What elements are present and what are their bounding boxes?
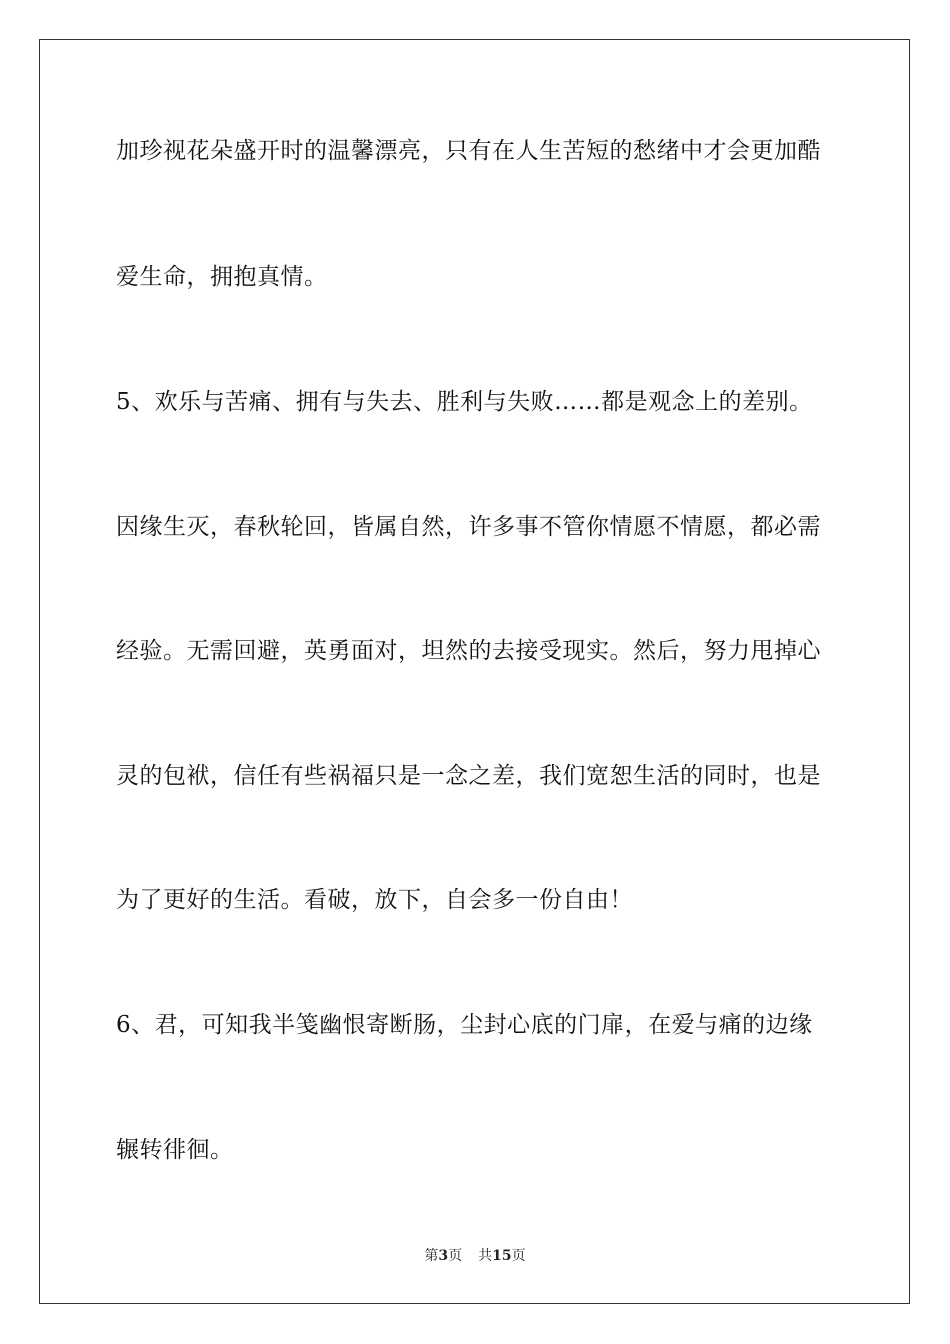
body-text-line: 6、君，可知我半笺幽恨寄断肠，尘封心底的门扉，在爱与痛的边缘 (116, 1012, 813, 1038)
body-text-line: 为了更好的生活。看破，放下，自会多一份自由！ (116, 887, 633, 913)
total-prefix: 共 (478, 1248, 493, 1264)
body-text-line: 辗转徘徊。 (116, 1137, 234, 1163)
total-suffix: 页 (511, 1248, 526, 1264)
page-border (39, 39, 910, 1304)
body-text-line: 5、欢乐与苦痛、拥有与失去、胜利与失败……都是观念上的差别。 (116, 389, 813, 415)
total-pages: 15 (492, 1248, 512, 1264)
page-suffix: 页 (448, 1248, 463, 1264)
body-text-line: 加珍视花朵盛开时的温馨漂亮，只有在人生苦短的愁绪中才会更加酷 (116, 138, 821, 164)
page-number: 3 (438, 1248, 449, 1264)
page-footer (0, 1247, 950, 1265)
body-text-line: 经验。无需回避，英勇面对，坦然的去接受现实。然后，努力甩掉心 (116, 638, 821, 664)
body-text-line: 灵的包袱，信任有些祸福只是一念之差，我们宽恕生活的同时，也是 (116, 763, 821, 789)
page-prefix: 第 (424, 1248, 439, 1264)
body-text-line: 爱生命，拥抱真情。 (116, 264, 328, 290)
body-text-line: 因缘生灭，春秋轮回，皆属自然，许多事不管你情愿不情愿，都必需 (116, 514, 821, 540)
